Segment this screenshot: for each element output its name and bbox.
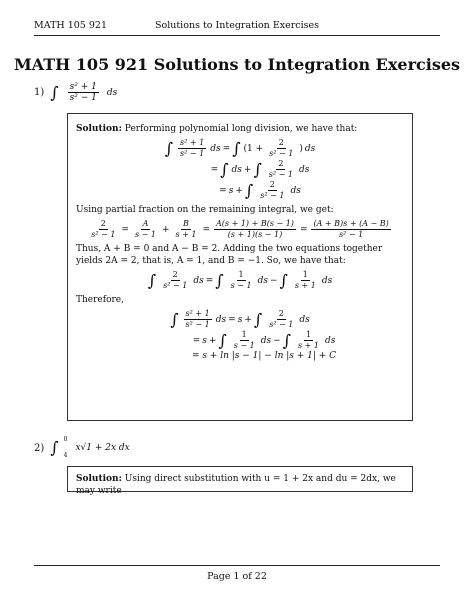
header-title: Solutions to Integration Exercises — [154, 20, 320, 31]
integrand: x√1 + 2x dx — [75, 443, 130, 453]
differential: ds — [106, 87, 118, 98]
page-title: MATH 105 921 Solutions to Integration Exercises — [13, 55, 461, 74]
page-footer: Page 1 of 22 — [207, 571, 267, 582]
partial-fraction-equation: $\frac{2}{\text{s² − 1}}$ = $\frac{A}{s - 1}$ + $\frac{B}{s + 1}$ = $\frac{A(s + 1) + B(s - 1)}{(s + 1)(s - 1)}$ = $\frac{(A + B)s + (A - B)}{\text{s² − 1}}$ — [91, 219, 389, 239]
solution-1-box — [67, 113, 413, 421]
final-equations: ∫ $\frac{\text{s² + 1}}{\text{s² − 1}}$ ds = s + ∫ $\frac{2}{\text{s² − 1}}$ ds = s + ∫ $\frac{1}{s - 1}$ ds − ∫ $\frac{1}{s + 1}$ ds = s + ln |s − 1| − ln |s + 1| + C — [170, 309, 337, 361]
solution-intro: Performing polynomial long division, we have that: — [124, 124, 358, 134]
final-result: = s + ln |s − 1| − ln |s + 1| + C — [191, 351, 337, 361]
integrand-fraction: $\frac{\text{s² + 1}}{\text{s² − 1}}$ — [69, 82, 97, 103]
solution-label: Solution: — [76, 474, 122, 484]
header-rule — [34, 35, 440, 36]
thus-text: Thus, A + B = 0 and A − B = 2. Adding the two equations together yields 2A = 2, that is, A = 1, and B = −1. So, we have that: — [76, 244, 383, 266]
footer-rule — [34, 565, 440, 566]
solution-text: Using direct substitution with u = 1 + 2x and du = 2dx, we may write — [76, 474, 396, 496]
integral-sign: ∫ — [50, 82, 59, 102]
problem-2 — [34, 436, 130, 460]
page-header — [34, 20, 440, 31]
therefore-text: Therefore, — [76, 295, 124, 305]
partial-intro: Using partial fraction on the remaining integral, we get: — [76, 205, 334, 215]
integral-sign: ∫ — [50, 438, 59, 457]
integral-limits: 0 4 — [63, 436, 68, 459]
solution-label: Solution: — [76, 124, 122, 134]
problem-number: 2) — [34, 442, 45, 454]
header-course: MATH 105 921 — [34, 20, 107, 31]
problem-1 — [34, 82, 117, 103]
solution-2-box — [67, 466, 413, 496]
problem-number: 1) — [34, 87, 45, 98]
long-division-equations: ∫ $\frac{\text{s² + 1}}{\text{s² − 1}}$ ds = ∫ (1 + $\frac{2}{\text{s² − 1}}$ ) ds = ∫ ds + ∫ $\frac{2}{\text{s² − 1}}$ ds = s + ∫ $\frac{2}{\text{s² − 1}}$ ds — [164, 138, 316, 200]
decomposition-equation: ∫ $\frac{2}{\text{s² − 1}}$ ds = ∫ $\frac{1}{s - 1}$ ds − ∫ $\frac{1}{s + 1}$ ds — [147, 270, 333, 290]
